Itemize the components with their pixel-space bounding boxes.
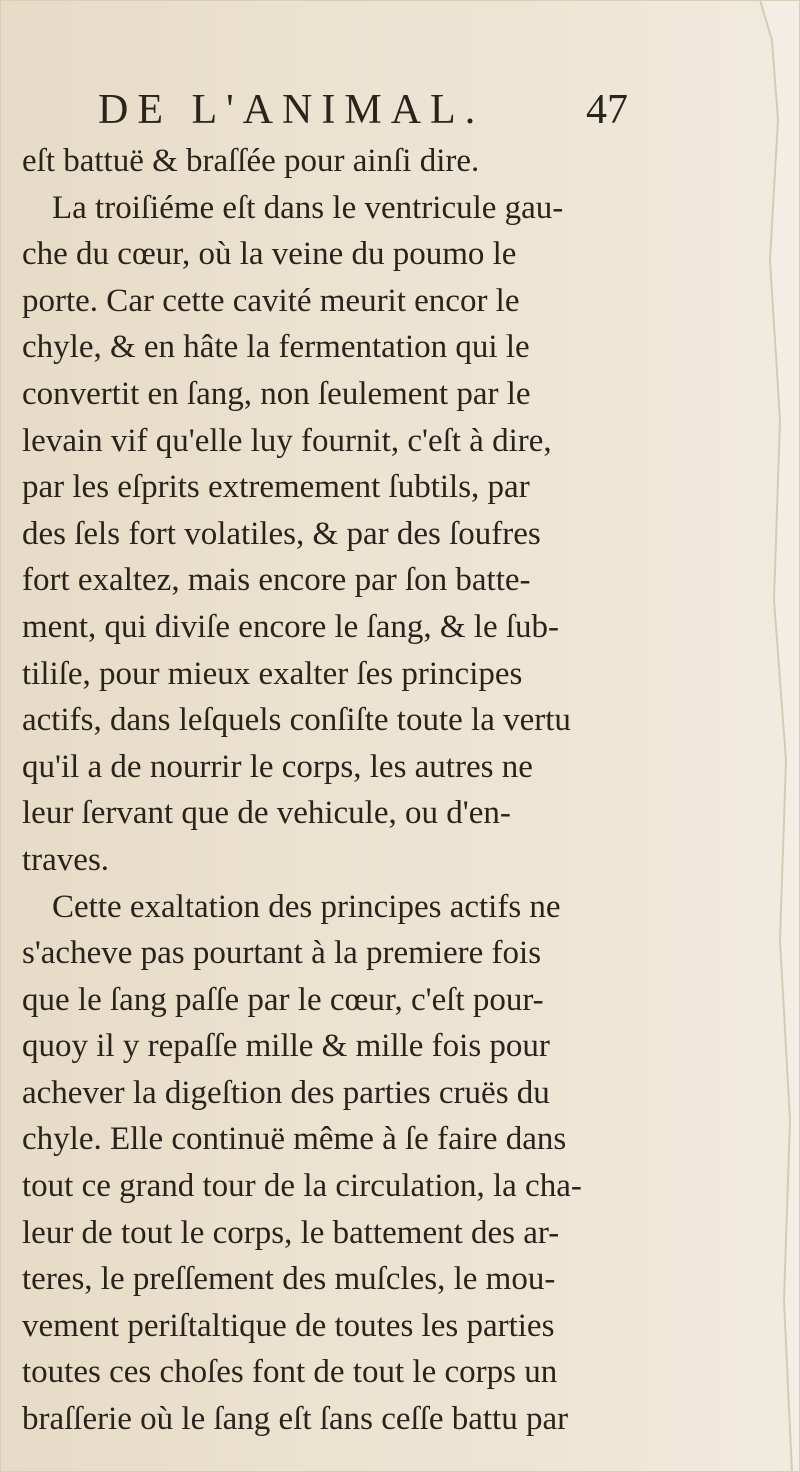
body-text [22,138,662,1443]
text-line: braſſerie où le ſang eſt ſans ceſſe battu par [22,1401,569,1438]
text-line: que le ſang paſſe par le cœur, c'eſt pour- [22,981,544,1018]
text-line: qu'il a de nourrir le corps, les autres ne [22,748,533,785]
text-line: chyle. Elle continuë même à ſe faire dans [22,1121,567,1158]
text-line: levain vif qu'elle luy fournit, c'eſt à dire, [22,422,552,459]
text-line: convertit en ſang, non ſeulement par le [22,375,531,412]
text-line: actifs, dans leſquels conſiſte toute la vertu [22,702,571,739]
text-line: tiliſe, pour mieux exalter ſes principes [22,655,523,692]
text-line: quoy il y repaſſe mille & mille fois pour [22,1028,550,1065]
text-line: toutes ces choſes font de tout le corps un [22,1354,558,1391]
text-line: La troiſiéme eſt dans le ventricule gau- [52,189,564,226]
text-line: s'acheve pas pourtant à la premiere fois [22,935,542,972]
text-line: tout ce grand tour de la circulation, la cha- [22,1168,582,1205]
page-header [98,86,638,144]
text-line: leur de tout le corps, le battement des ar- [22,1214,560,1251]
text-line: fort exaltez, mais encore par ſon batte- [22,562,531,599]
text-line: leur ſervant que de vehicule, ou d'en- [22,795,511,832]
text-line: traves. [22,841,110,878]
text-line: eſt battuë & braſſée pour ainſi dire. [22,143,480,179]
text-line: che du cœur, où la veine du poumo le [22,236,517,273]
text-line: des ſels fort volatiles, & par des ſoufres [22,515,541,552]
text-line: par les eſprits extremement ſubtils, par [22,469,530,506]
text-line: teres, le preſſement des muſcles, le mou- [22,1261,556,1298]
page-number: 47 [586,87,628,133]
text-line: porte. Car cette cavité meurit encor le [22,282,520,319]
text-line: Cette exaltation des principes actifs ne [52,888,561,925]
text-line: vement periſtaltique de toutes les parties [22,1307,555,1344]
text-line: achever la digeſtion des parties cruës du [22,1074,550,1111]
running-title: DE L'ANIMAL. [98,87,485,133]
text-line: chyle, & en hâte la fermentation qui le [22,329,530,366]
text-line: ment, qui diviſe encore le ſang, & le ſub- [22,608,560,645]
